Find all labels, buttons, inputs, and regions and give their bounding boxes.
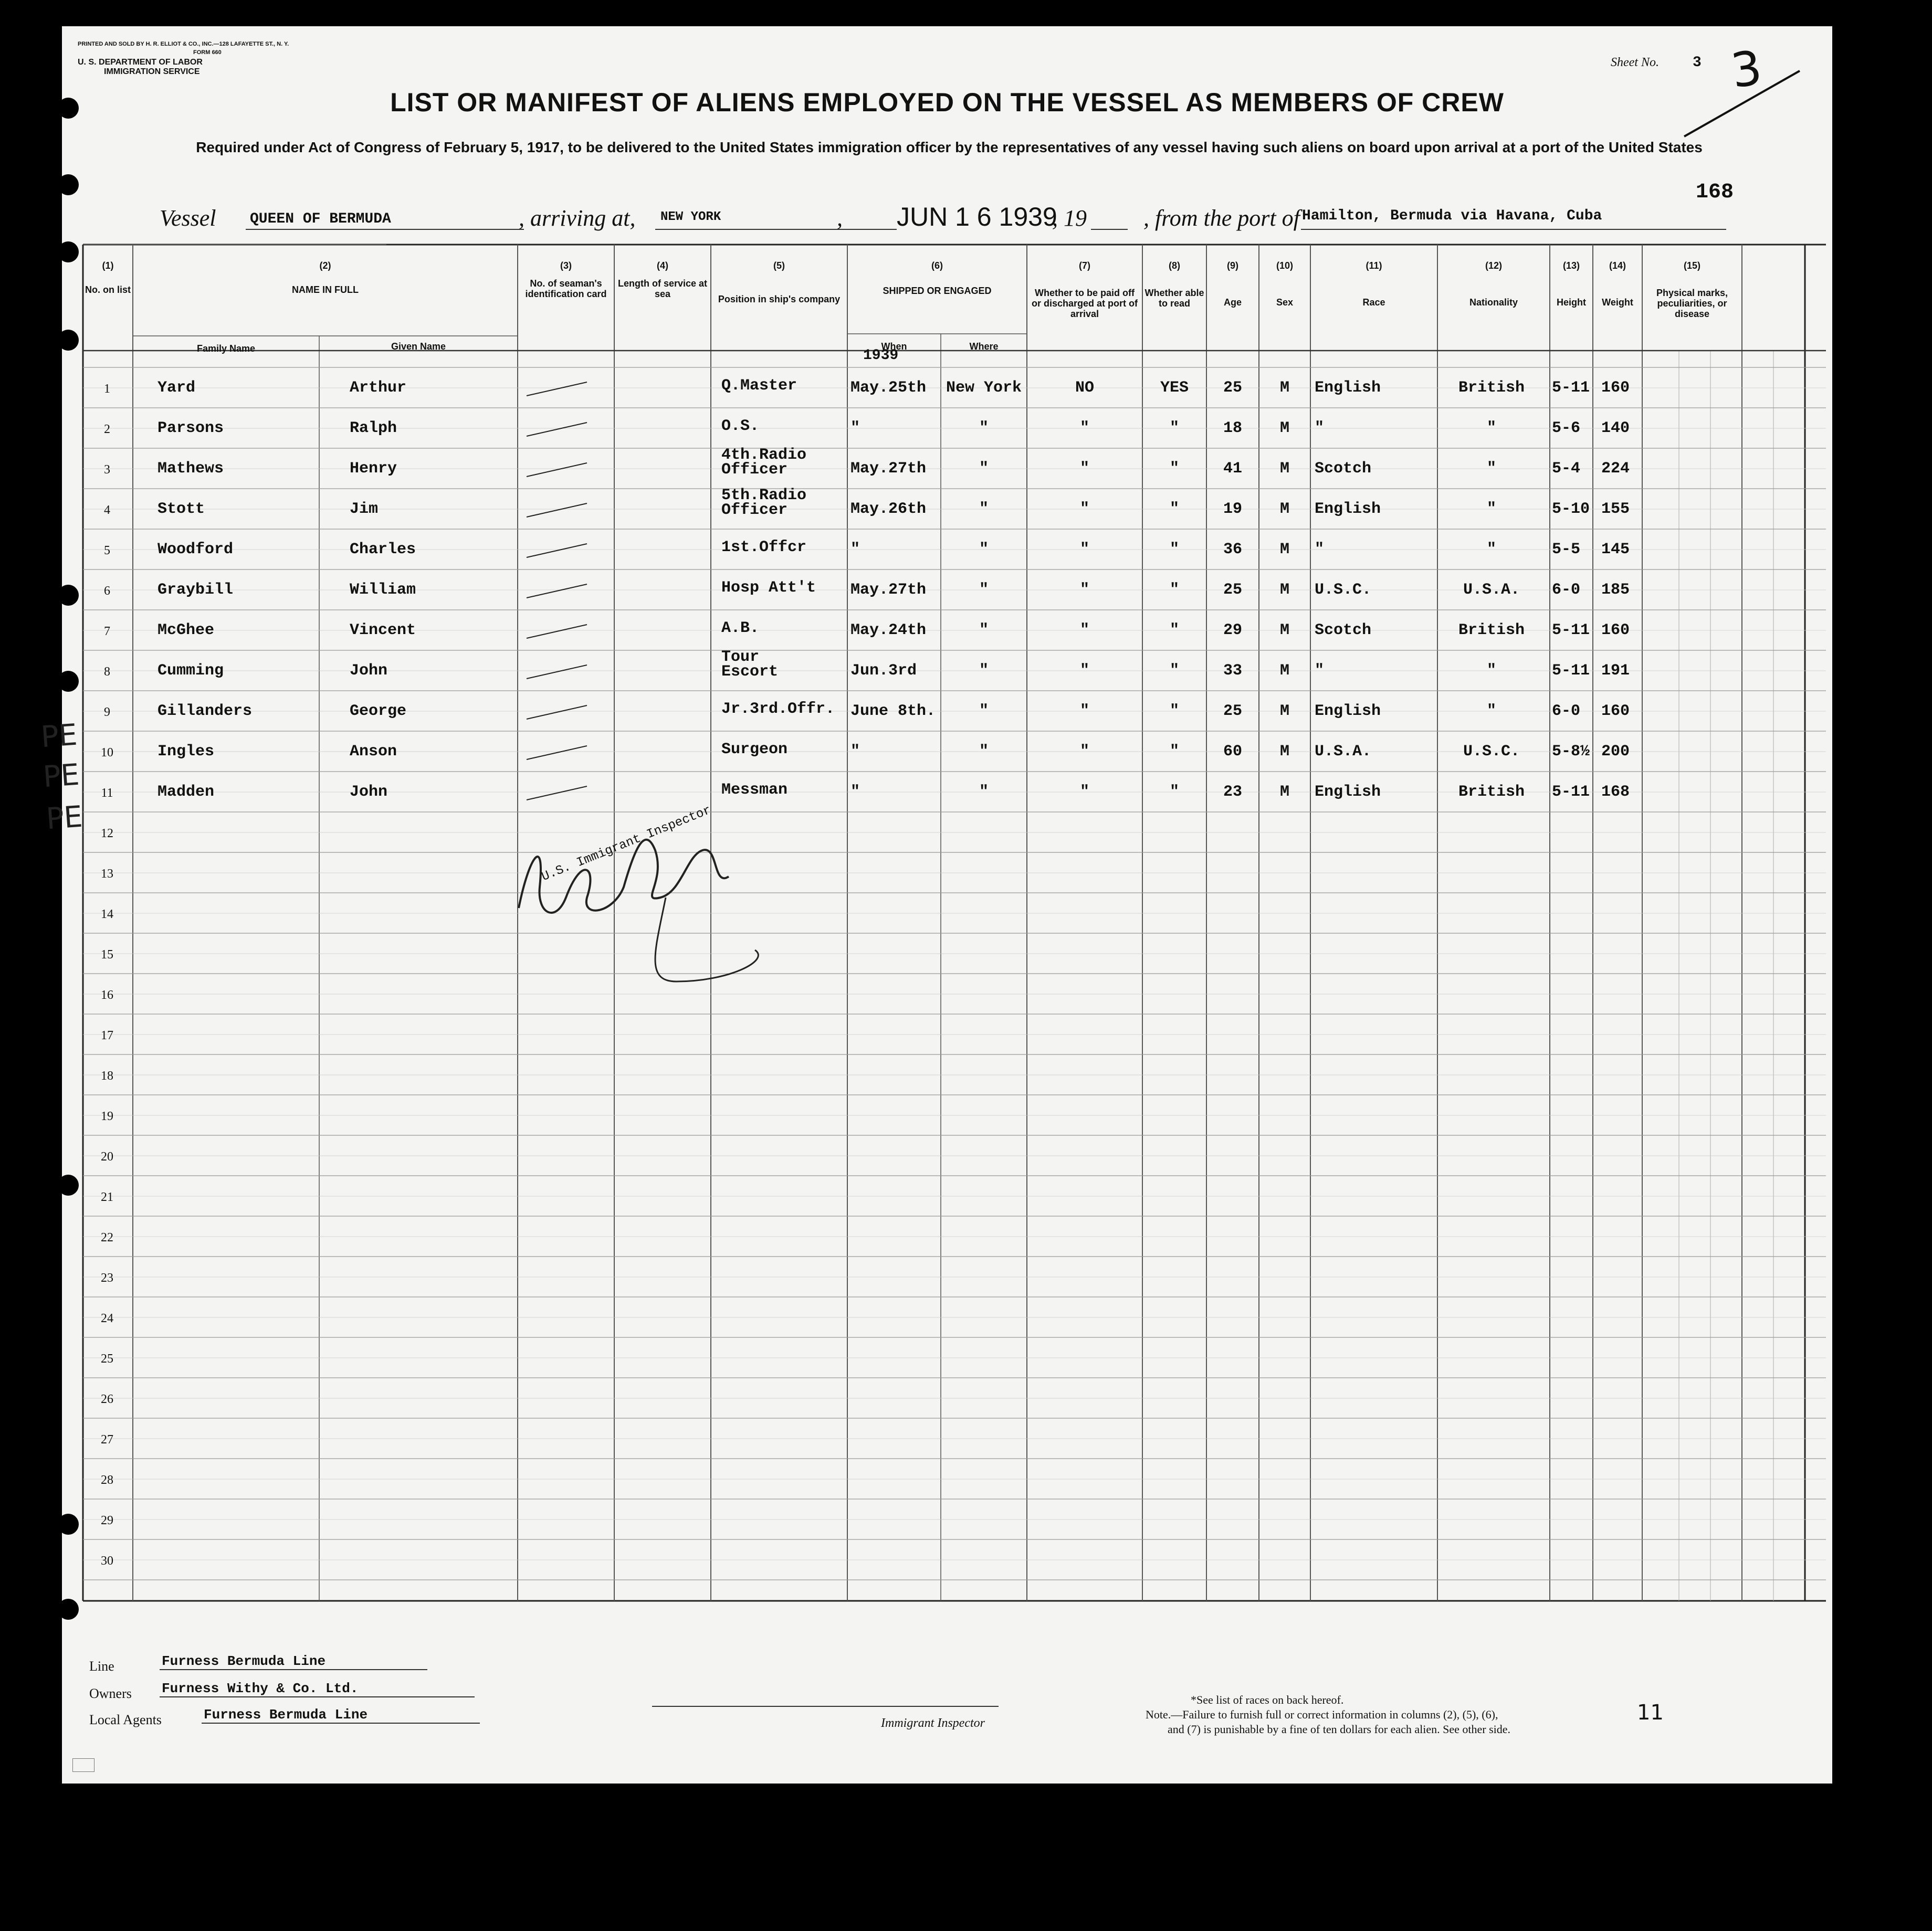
col-header-shipped-number: (6) (931, 260, 943, 271)
date-stamp: JUN 1 6 1939 (897, 202, 1057, 231)
paid-off: " (1079, 541, 1089, 558)
height: 5-11 (1552, 379, 1590, 397)
age: 19 (1223, 500, 1242, 518)
service-name: IMMIGRATION SERVICE (104, 67, 200, 76)
position: 5th.Radio (721, 487, 807, 504)
family-name: Madden (158, 783, 215, 801)
able-to-read: " (1169, 581, 1179, 599)
weight: 185 (1601, 581, 1630, 599)
position: Messman (721, 781, 788, 799)
shipped-where: " (979, 743, 989, 761)
shipped-where: " (979, 621, 989, 639)
row-number: 28 (101, 1473, 113, 1487)
nationality: British (1458, 379, 1525, 397)
col-header-shipped: SHIPPED OR ENGAGED (883, 286, 992, 296)
given-name: Arthur (350, 379, 407, 397)
height: 5-4 (1552, 460, 1581, 478)
position: Tour (721, 648, 760, 666)
binder-hole (58, 241, 79, 262)
row-number: 26 (101, 1392, 113, 1406)
height: 5-10 (1552, 500, 1590, 518)
sex: M (1279, 662, 1289, 680)
footer-note-2: and (7) is punishable by a fine of ten dollars for each alien. See other side. (1168, 1723, 1511, 1736)
race: " (1315, 541, 1325, 558)
weight: 160 (1601, 621, 1630, 639)
row-number: 15 (101, 948, 113, 962)
row-number: 1 (104, 382, 110, 396)
able-to-read: " (1169, 783, 1179, 801)
row-number: 8 (104, 665, 110, 679)
race: " (1315, 662, 1325, 680)
shipped-where: " (979, 460, 989, 478)
col-header-family-name: Family Name (196, 343, 256, 354)
paid-off: " (1079, 460, 1089, 478)
col-header-sex-number: (10) (1276, 260, 1293, 271)
page-title: LIST OR MANIFEST OF ALIENS EMPLOYED ON THE VESSEL AS MEMBERS OF CREW (390, 88, 1504, 117)
age: 41 (1223, 460, 1242, 478)
col-header-no: No. on list (85, 284, 131, 295)
nationality: " (1486, 702, 1496, 720)
age: 25 (1223, 379, 1242, 397)
owners-value: Furness Withy & Co. Ltd. (162, 1681, 359, 1696)
height: 5-5 (1552, 541, 1581, 558)
nationality: U.S.C. (1463, 743, 1520, 761)
family-name: Ingles (158, 743, 215, 761)
row-number: 22 (101, 1231, 113, 1244)
given-name: Ralph (350, 419, 397, 437)
binder-hole (58, 98, 79, 119)
position: O.S. (721, 417, 760, 435)
race: English (1315, 379, 1381, 397)
paid-off: NO (1075, 379, 1094, 397)
col-header-able-read: Whether able to read (1144, 288, 1204, 309)
weight: 155 (1601, 500, 1630, 518)
given-name: Anson (350, 743, 397, 761)
col-header-sex: Sex (1276, 297, 1294, 308)
row-number: 20 (101, 1150, 113, 1164)
race: U.S.A. (1315, 743, 1372, 761)
given-name: Henry (350, 460, 397, 478)
shipped-where: " (979, 662, 989, 680)
col-header-race: Race (1362, 297, 1385, 308)
department-name: U. S. DEPARTMENT OF LABOR (78, 58, 203, 67)
col-header-age: Age (1223, 297, 1242, 308)
family-name: Woodford (158, 541, 234, 558)
inspector-stamp-text: U.S. Immigrant Inspector (540, 803, 713, 885)
vessel-label: Vessel (160, 205, 216, 231)
inspector-label: Immigrant Inspector (881, 1716, 985, 1730)
age: 36 (1223, 541, 1242, 558)
shipped-when: " (850, 743, 860, 761)
nationality: " (1486, 500, 1496, 518)
union-label-mark (72, 1758, 94, 1772)
shipped-when: May.27th (850, 581, 927, 599)
col-header-age-number: (9) (1227, 260, 1238, 271)
nationality: British (1458, 621, 1525, 639)
col-header-name-number: (2) (319, 260, 331, 271)
row-number: 11 (101, 786, 113, 800)
shipped-when: Jun.3rd (850, 662, 917, 680)
col-header-given-name: Given Name (391, 341, 446, 352)
paid-off: " (1079, 702, 1089, 720)
sex: M (1279, 743, 1289, 761)
given-name: William (350, 581, 416, 599)
row-number: 29 (101, 1514, 113, 1527)
given-name: Charles (350, 541, 416, 558)
height: 5-11 (1552, 621, 1590, 639)
col-header-id-card-number: (3) (560, 260, 572, 271)
age: 25 (1223, 581, 1242, 599)
nationality: " (1486, 460, 1496, 478)
row-number: 19 (101, 1110, 113, 1123)
shipped-where: " (979, 500, 989, 518)
binder-hole (58, 1599, 79, 1620)
sex: M (1279, 702, 1289, 720)
family-name: Cumming (158, 662, 224, 680)
shipped-when: May.24th (850, 621, 927, 639)
vessel-name: QUEEN OF BERMUDA (250, 211, 391, 227)
weight: 224 (1601, 460, 1630, 478)
shipped-where: " (979, 419, 989, 437)
able-to-read: " (1169, 541, 1179, 558)
col-header-name: NAME IN FULL (292, 284, 359, 295)
shipped-where: " (979, 541, 989, 558)
col-header-weight-number: (14) (1609, 260, 1626, 271)
shipped-when: May.25th (850, 379, 927, 397)
weight: 160 (1601, 379, 1630, 397)
shipped-where: " (979, 702, 989, 720)
shipped-when: May.26th (850, 500, 927, 518)
col-header-length-service: Length of service at sea (617, 278, 708, 299)
given-name: John (350, 662, 388, 680)
owners-label: Owners (89, 1686, 132, 1701)
given-name: John (350, 783, 388, 801)
col-header-paid-off: Whether to be paid off or discharged at port of arrival (1031, 288, 1138, 319)
row-number: 30 (101, 1554, 113, 1568)
arriving-port: NEW YORK (660, 210, 721, 224)
position-cont: Officer (721, 461, 788, 479)
sex: M (1279, 500, 1289, 518)
position: Hosp Att't (721, 579, 816, 597)
row-number: 10 (101, 746, 113, 759)
year-note: 1939 (863, 347, 899, 364)
col-header-when: When (881, 341, 907, 352)
race: Scotch (1315, 460, 1372, 478)
sex: M (1279, 783, 1289, 801)
from-port: Hamilton, Bermuda via Havana, Cuba (1302, 208, 1602, 224)
sheet-label: Sheet No. (1611, 56, 1659, 69)
height: 6-0 (1552, 702, 1581, 720)
shipped-when: " (850, 783, 860, 801)
able-to-read: " (1169, 500, 1179, 518)
family-name: McGhee (158, 621, 215, 639)
row-number: 24 (101, 1312, 113, 1325)
age: 29 (1223, 621, 1242, 639)
able-to-read: " (1169, 621, 1179, 639)
col-header-nationality: Nationality (1469, 297, 1518, 308)
age: 23 (1223, 783, 1242, 801)
binder-hole (58, 1175, 79, 1196)
shipped-where: " (979, 581, 989, 599)
able-to-read: " (1169, 662, 1179, 680)
comma-sep: , (837, 205, 843, 231)
col-header-length-service-number: (4) (657, 260, 668, 271)
shipped-when: June 8th. (850, 702, 936, 720)
race: Scotch (1315, 621, 1372, 639)
race: U.S.C. (1315, 581, 1372, 599)
col-header-paid-off-number: (7) (1079, 260, 1090, 271)
nationality: British (1458, 783, 1525, 801)
paid-off: " (1079, 419, 1089, 437)
sex: M (1279, 541, 1289, 558)
agents-value: Furness Bermuda Line (204, 1707, 368, 1723)
able-to-read: " (1169, 702, 1179, 720)
sex: M (1279, 460, 1289, 478)
row-number: 25 (101, 1352, 113, 1366)
nationality: " (1486, 541, 1496, 558)
binder-hole (58, 1514, 79, 1535)
year-label: , 19 (1052, 205, 1087, 231)
binder-hole (58, 671, 79, 692)
position: A.B. (721, 619, 760, 637)
margin-mark-pe: PE (41, 757, 81, 795)
row-number: 17 (101, 1029, 113, 1042)
height: 5-11 (1552, 662, 1590, 680)
row-number: 4 (104, 503, 110, 517)
page-subtitle: Required under Act of Congress of February 5, 1917, to be delivered to the United States immigration officer by the representatives of any vessel having such aliens on board upon arrival at a port of the United States (196, 139, 1703, 155)
weight: 168 (1601, 783, 1630, 801)
family-name: Yard (158, 379, 196, 397)
weight: 140 (1601, 419, 1630, 437)
line-value: Furness Bermuda Line (162, 1653, 326, 1669)
races-note: *See list of races on back hereof. (1191, 1693, 1344, 1706)
able-to-read: " (1169, 743, 1179, 761)
age: 60 (1223, 743, 1242, 761)
age: 25 (1223, 702, 1242, 720)
race: English (1315, 500, 1381, 518)
given-name: George (350, 702, 407, 720)
row-number: 7 (104, 625, 110, 638)
nationality: U.S.A. (1463, 581, 1520, 599)
height: 5-8½ (1552, 743, 1590, 761)
row-number: 16 (101, 988, 113, 1002)
able-to-read: " (1169, 460, 1179, 478)
weight: 200 (1601, 743, 1630, 761)
shipped-where: " (979, 783, 989, 801)
family-name: Parsons (158, 419, 224, 437)
col-header-where: Where (969, 341, 999, 352)
row-number: 23 (101, 1271, 113, 1285)
row-number: 21 (101, 1190, 113, 1204)
col-header-nationality-number: (12) (1485, 260, 1502, 271)
paid-off: " (1079, 581, 1089, 599)
position-cont: Escort (721, 663, 779, 681)
arriving-label: , arriving at, (519, 205, 636, 231)
binder-hole (58, 174, 79, 195)
able-to-read: " (1169, 419, 1179, 437)
able-to-read: YES (1160, 379, 1189, 397)
paid-off: " (1079, 783, 1089, 801)
sex: M (1279, 379, 1289, 397)
col-header-physical-marks-number: (15) (1683, 260, 1700, 271)
row-number: 27 (101, 1433, 113, 1447)
col-header-physical-marks: Physical marks, peculiarities, or disease (1656, 288, 1728, 319)
paid-off: " (1079, 743, 1089, 761)
manifest-grid (83, 245, 1826, 1643)
page-number: 168 (1696, 181, 1734, 204)
nationality: " (1486, 419, 1496, 437)
height: 6-0 (1552, 581, 1581, 599)
shipped-where: New York (946, 379, 1022, 397)
row-number: 18 (101, 1069, 113, 1083)
weight: 145 (1601, 541, 1630, 558)
footer-note-1: Note.—Failure to furnish full or correct information in columns (2), (5), (6), (1146, 1708, 1498, 1721)
col-header-race-number: (11) (1366, 260, 1382, 271)
race: English (1315, 783, 1381, 801)
race: English (1315, 702, 1381, 720)
shipped-when: May.27th (850, 460, 927, 478)
given-name: Vincent (350, 621, 416, 639)
position: Jr.3rd.Offr. (721, 700, 835, 718)
from-port-label: , from the port of (1143, 205, 1300, 231)
position: Surgeon (721, 741, 788, 758)
form-number: FORM 660 (193, 49, 222, 56)
nationality: " (1486, 662, 1496, 680)
height: 5-11 (1552, 783, 1590, 801)
position: 4th.Radio (721, 446, 807, 464)
manifest-sheet (39, 26, 1832, 1784)
agents-label: Local Agents (89, 1712, 162, 1727)
family-name: Gillanders (158, 702, 253, 720)
family-name: Graybill (158, 581, 234, 599)
binder-hole (58, 330, 79, 351)
race: " (1315, 419, 1325, 437)
height: 5-6 (1552, 419, 1581, 437)
line-label: Line (89, 1659, 114, 1674)
shipped-when: " (850, 419, 860, 437)
margin-mark-pe: PE (45, 799, 84, 837)
paid-off: " (1079, 662, 1089, 680)
footer-hand-mark: 11 (1637, 1701, 1664, 1725)
margin-mark-pe: PE (39, 717, 79, 755)
sex: M (1279, 581, 1289, 599)
given-name: Jim (350, 500, 379, 518)
weight: 191 (1601, 662, 1630, 680)
family-name: Mathews (158, 460, 224, 478)
position: 1st.Offcr (721, 539, 807, 556)
family-name: Stott (158, 500, 205, 518)
row-number: 3 (104, 463, 110, 477)
shipped-when: " (850, 541, 860, 558)
paid-off: " (1079, 621, 1089, 639)
col-header-position: Position in ship's company (718, 294, 841, 304)
row-number: 13 (101, 867, 113, 881)
col-header-weight: Weight (1602, 297, 1633, 308)
row-number: 2 (104, 423, 110, 436)
sheet-number: 3 (1693, 55, 1702, 71)
position-cont: Officer (721, 501, 788, 519)
row-number: 12 (101, 827, 113, 840)
row-number: 14 (101, 908, 113, 921)
age: 18 (1223, 419, 1242, 437)
col-header-able-read-number: (8) (1169, 260, 1180, 271)
printer-line: PRINTED AND SOLD BY H. R. ELLIOT & CO., INC.—128 LAFAYETTE ST., N. Y. (78, 41, 289, 47)
sex: M (1279, 419, 1289, 437)
col-header-height-number: (13) (1562, 260, 1580, 271)
age: 33 (1223, 662, 1242, 680)
row-number: 5 (104, 544, 110, 557)
col-header-position-number: (5) (773, 260, 785, 271)
weight: 160 (1601, 702, 1630, 720)
binder-hole (58, 585, 79, 606)
sheet-number-handwritten: 3 (1727, 40, 1766, 99)
row-number: 6 (104, 584, 110, 598)
sex: M (1279, 621, 1289, 639)
col-header-height: Height (1557, 297, 1586, 308)
row-number: 9 (104, 705, 110, 719)
col-header-id-card: No. of seaman's identification card (525, 278, 607, 299)
position: Q.Master (721, 377, 797, 395)
col-header-no-number: (1) (102, 260, 114, 271)
paid-off: " (1079, 500, 1089, 518)
